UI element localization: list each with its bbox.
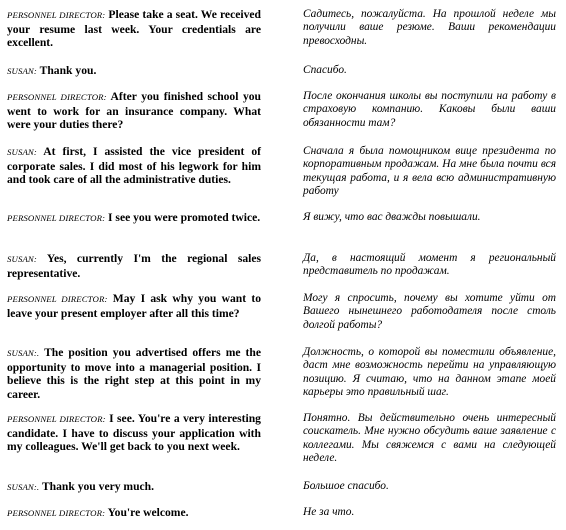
russian-line: Сначала я была помощником вице президента по корпоративным продажам. На мне была почти вся текущая работа, и я вела всю административную работу bbox=[303, 145, 556, 198]
english-text: Thank you. bbox=[39, 64, 97, 77]
speaker-label: PERSONNEL DIRECTOR: bbox=[7, 10, 106, 20]
english-line bbox=[7, 64, 261, 79]
english-text: May I ask why you want to leave your present employer after all this time? bbox=[7, 292, 261, 320]
russian-line: После окончания школы вы поступили на работу в страховую компанию. Каковы были ваши обязанности там? bbox=[303, 90, 556, 129]
english-line bbox=[7, 252, 261, 280]
russian-line: Должность, о которой вы поместили объявление, даст мне возможность перейти на управляющую позицию. Я считаю, что на данном этапе моей карьеры это правильный шаг. bbox=[303, 346, 556, 399]
english-line bbox=[7, 506, 261, 521]
speaker-label: PERSONNEL DIRECTOR: bbox=[7, 414, 106, 424]
speaker-label: SUSAN: bbox=[7, 147, 37, 157]
english-text: I see you were promoted twice. bbox=[108, 211, 261, 224]
english-text: At first, I assisted the vice president of corporate sales. I did most of his legwork for him and took care of all the administrative duties. bbox=[7, 145, 261, 187]
russian-line: Не за что. bbox=[303, 506, 355, 518]
english-line bbox=[7, 211, 261, 226]
russian-line: Я вижу, что вас дважды повышали. bbox=[303, 211, 481, 223]
english-text: The position you advertised offers me the opportunity to move into a managerial position. I believe this is the right step at this point in my career. bbox=[7, 346, 261, 401]
speaker-label: PERSONNEL DIRECTOR: bbox=[7, 213, 106, 223]
english-line bbox=[7, 8, 261, 50]
speaker-label: SUSAN: bbox=[7, 66, 37, 76]
speaker-label: PERSONNEL DIRECTOR: bbox=[7, 92, 107, 102]
english-line bbox=[7, 480, 261, 495]
english-line bbox=[7, 412, 261, 454]
russian-line: Садитесь, пожалуйста. На прошлой неделе мы получили ваше резюме. Ваши рекомендации превосходны. bbox=[303, 8, 556, 47]
english-text: After you finished school you went to work for an insurance company. What were your duties there? bbox=[7, 90, 261, 132]
speaker-label: SUSAN: bbox=[7, 254, 37, 264]
russian-line: Да, в настоящий момент я региональный представитель по продажам. bbox=[303, 252, 556, 278]
english-text: Yes, currently I'm the regional sales representative. bbox=[7, 252, 262, 280]
english-text: You're welcome. bbox=[107, 506, 189, 519]
speaker-label: SUSAN:. bbox=[7, 482, 40, 492]
english-line bbox=[7, 90, 261, 132]
speaker-label: PERSONNEL DIRECTOR: bbox=[7, 508, 106, 518]
english-text: I see. You're a very interesting candidate. I have to discuss your application with my colleagues. We'll get back to you next week. bbox=[7, 412, 261, 454]
russian-line: Понятно. Вы действительно очень интересный соискатель. Мне нужно обсудить ваше заявление с коллегами. Мы свяжемся с вами на следующей неделе. bbox=[303, 412, 556, 465]
russian-line: Могу я спросить, почему вы хотите уйти от Вашего нынешнего работодателя после столь долгой работы? bbox=[303, 292, 556, 331]
english-line bbox=[7, 292, 261, 320]
speaker-label: SUSAN:. bbox=[7, 348, 40, 358]
russian-line: Спасибо. bbox=[303, 64, 347, 76]
english-line bbox=[7, 346, 261, 401]
english-text: Please take a seat. We received your resume last week. Your credentials are excellent. bbox=[7, 8, 261, 50]
english-line bbox=[7, 145, 261, 187]
russian-line: Большое спасибо. bbox=[303, 480, 389, 492]
speaker-label: PERSONNEL DIRECTOR: bbox=[7, 294, 108, 304]
english-text: Thank you very much. bbox=[41, 480, 155, 493]
